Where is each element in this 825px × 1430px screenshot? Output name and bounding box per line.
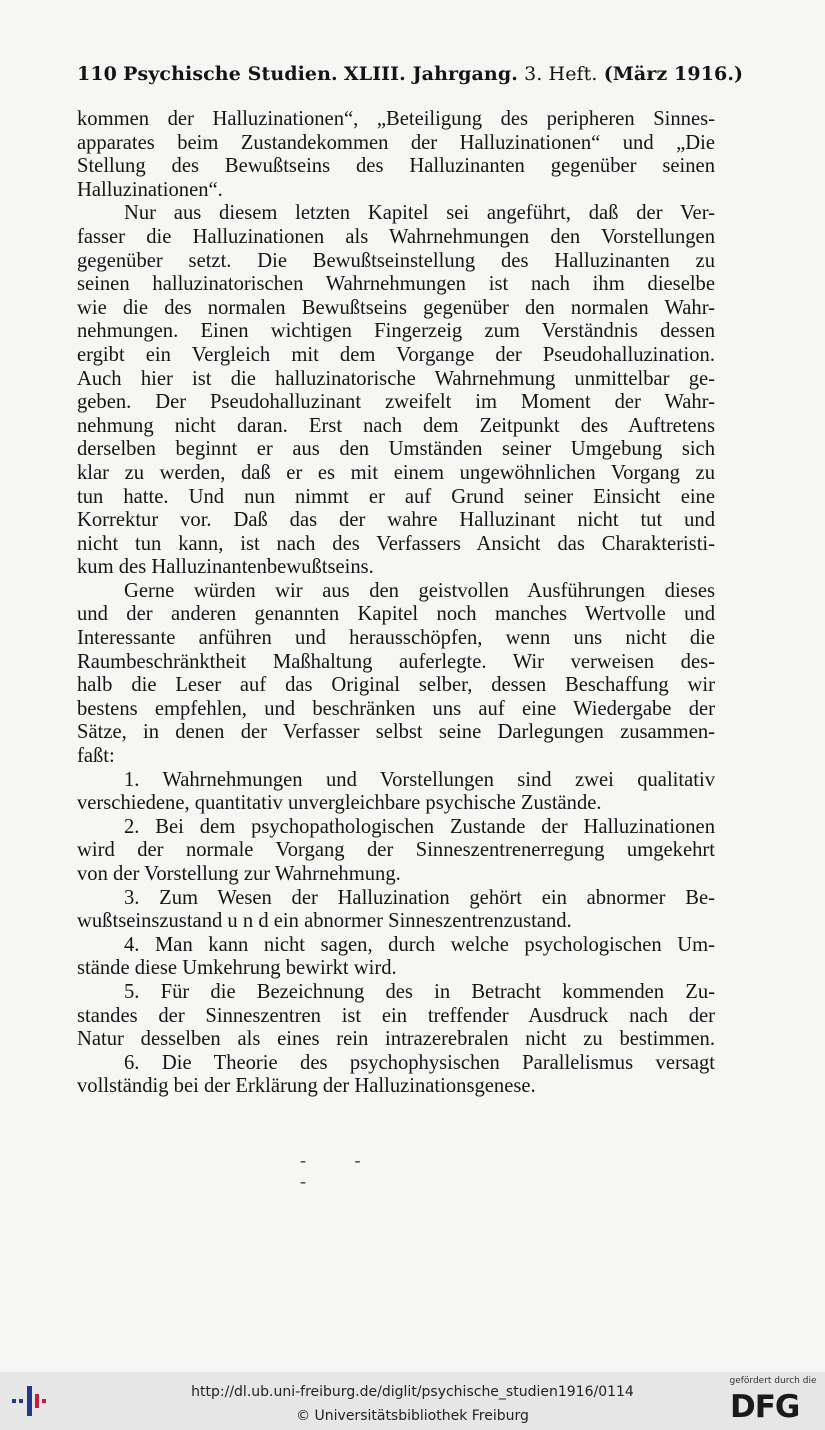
- permalink-url[interactable]: http://dl.ub.uni-freiburg.de/diglit/psychische_studien1916/0114: [191, 1384, 634, 1400]
- text-line: Stellung des Bewußtseins des Halluzinanten gegenüber seinen: [77, 155, 715, 178]
- text-line: Korrektur vor. Daß das der wahre Halluzinant nicht tut und: [77, 509, 715, 532]
- text-line: Interessante anführen und herausschöpfen, wenn uns nicht die: [77, 627, 715, 650]
- text-line: gegenüber setzt. Die Bewußtseinstellung des Halluzinanten zu: [77, 249, 715, 272]
- viewer-footer: [0, 1372, 825, 1430]
- list-item: 1. Wahrnehmungen und Vorstellungen sind zwei qualitativ: [124, 768, 715, 791]
- text-line: faßt:: [77, 745, 115, 768]
- text-line: Gerne würden wir aus den geistvollen Ausführungen dieses: [124, 579, 715, 602]
- text-line: Auch hier ist die halluzinatorische Wahrnehmung unmittelbar ge-: [77, 367, 715, 390]
- text-line: und der anderen genannten Kapitel noch manches Wertvolle und: [77, 603, 715, 626]
- copyright-notice: © Universitätsbibliothek Freiburg: [296, 1408, 529, 1424]
- text-line: fasser die Halluzinationen als Wahrnehmungen den Vorstellungen: [77, 225, 715, 248]
- dfg-caption: gefördert durch die: [729, 1376, 817, 1386]
- text-line: kommen der Halluzinationen“, „Beteiligung des peripheren Sinnes-: [77, 108, 715, 130]
- text-line: ergibt ein Vergleich mit dem Vorgange der Pseudohalluzination.: [77, 343, 715, 366]
- text-line: nicht tun kann, ist nach des Verfassers Ansicht das Charakteristi-: [77, 532, 715, 555]
- text-line: standes der Sinneszentren ist ein treffender Ausdruck nach der: [77, 1004, 715, 1027]
- list-item: 2. Bei dem psychopathologischen Zustande der Halluzinationen: [124, 815, 715, 838]
- text-line: stände diese Umkehrung bewirkt wird.: [77, 957, 397, 980]
- issue-label: 3. Heft.: [524, 63, 598, 85]
- text-line: seinen halluzinatorischen Wahrnehmungen ist nach ihm dieselbe: [77, 273, 715, 296]
- text-line: Nur aus diesem letzten Kapitel sei angeführt, daß der Ver-: [124, 202, 715, 225]
- journal-title: Psychische Studien.: [123, 63, 338, 85]
- text-line: klar zu werden, daß er es mit einem ungewöhnlichen Vorgang zu: [77, 461, 715, 484]
- body-text: [77, 108, 715, 1099]
- page-number: 110: [77, 63, 117, 85]
- text-line: tun hatte. Und nun nimmt er auf Grund seiner Einsicht eine: [77, 485, 715, 508]
- text-line: derselben beginnt er aus den Umständen seiner Umgebung sich: [77, 438, 715, 461]
- dfg-logo: DFG: [730, 1389, 800, 1425]
- text-line: Halluzinationen“.: [77, 178, 223, 201]
- text-line: Sätze, in denen der Verfasser selbst seine Darlegungen zusammen-: [77, 721, 715, 744]
- text-line: vollständig bei der Erklärung der Halluzinationsgenese.: [77, 1075, 536, 1098]
- running-header: [77, 63, 744, 85]
- dfg-sponsor[interactable]: [728, 1376, 818, 1426]
- end-mark: - - -: [300, 1150, 383, 1191]
- text-line: kum des Halluzinantenbewußtseins.: [77, 556, 374, 579]
- text-line: Raumbeschränktheit Maßhaltung auferlegte. Wir verweisen des-: [77, 650, 715, 673]
- text-line: nehmungen. Einen wichtigen Fingerzeig zum Verständnis dessen: [77, 320, 715, 343]
- list-item: 3. Zum Wesen der Halluzination gehört ein abnormer Be-: [124, 886, 715, 909]
- text-line: wird der normale Vorgang der Sinneszentrenerregung umgekehrt: [77, 839, 715, 862]
- text-line: geben. Der Pseudohalluzinant zweifelt im Moment der Wahr-: [77, 391, 715, 414]
- text-line: wie die des normalen Bewußtseins gegenüber den normalen Wahr-: [77, 296, 715, 319]
- text-line: halb die Leser auf das Original selber, dessen Beschaffung wir: [77, 674, 715, 697]
- list-item: 4. Man kann nicht sagen, durch welche psychologischen Um-: [124, 933, 715, 956]
- volume-label: XLIII. Jahrgang.: [343, 63, 518, 85]
- text-line: nehmung nicht daran. Erst nach dem Zeitpunkt des Auftretens: [77, 414, 715, 437]
- list-item: 6. Die Theorie des psychophysischen Parallelismus versagt: [124, 1051, 715, 1074]
- text-line: von der Vorstellung zur Wahrnehmung.: [77, 863, 401, 885]
- text-line: Natur desselben als eines rein intrazerebralen nicht zu bestimmen.: [77, 1028, 715, 1051]
- text-line: apparates beim Zustandekommen der Halluzinationen“ und „Die: [77, 131, 715, 154]
- text-line: verschiedene, quantitativ unvergleichbare psychische Zustände.: [77, 792, 602, 815]
- text-line: bestens empfehlen, und beschränken uns auf eine Wiedergabe der: [77, 697, 715, 720]
- issue-date: (März 1916.): [603, 63, 744, 85]
- list-item: 5. Für die Bezeichnung des in Betracht kommenden Zu-: [124, 980, 715, 1003]
- text-line: wußtseinszustand u n d ein abnormer Sinneszentrenzustand.: [77, 910, 572, 933]
